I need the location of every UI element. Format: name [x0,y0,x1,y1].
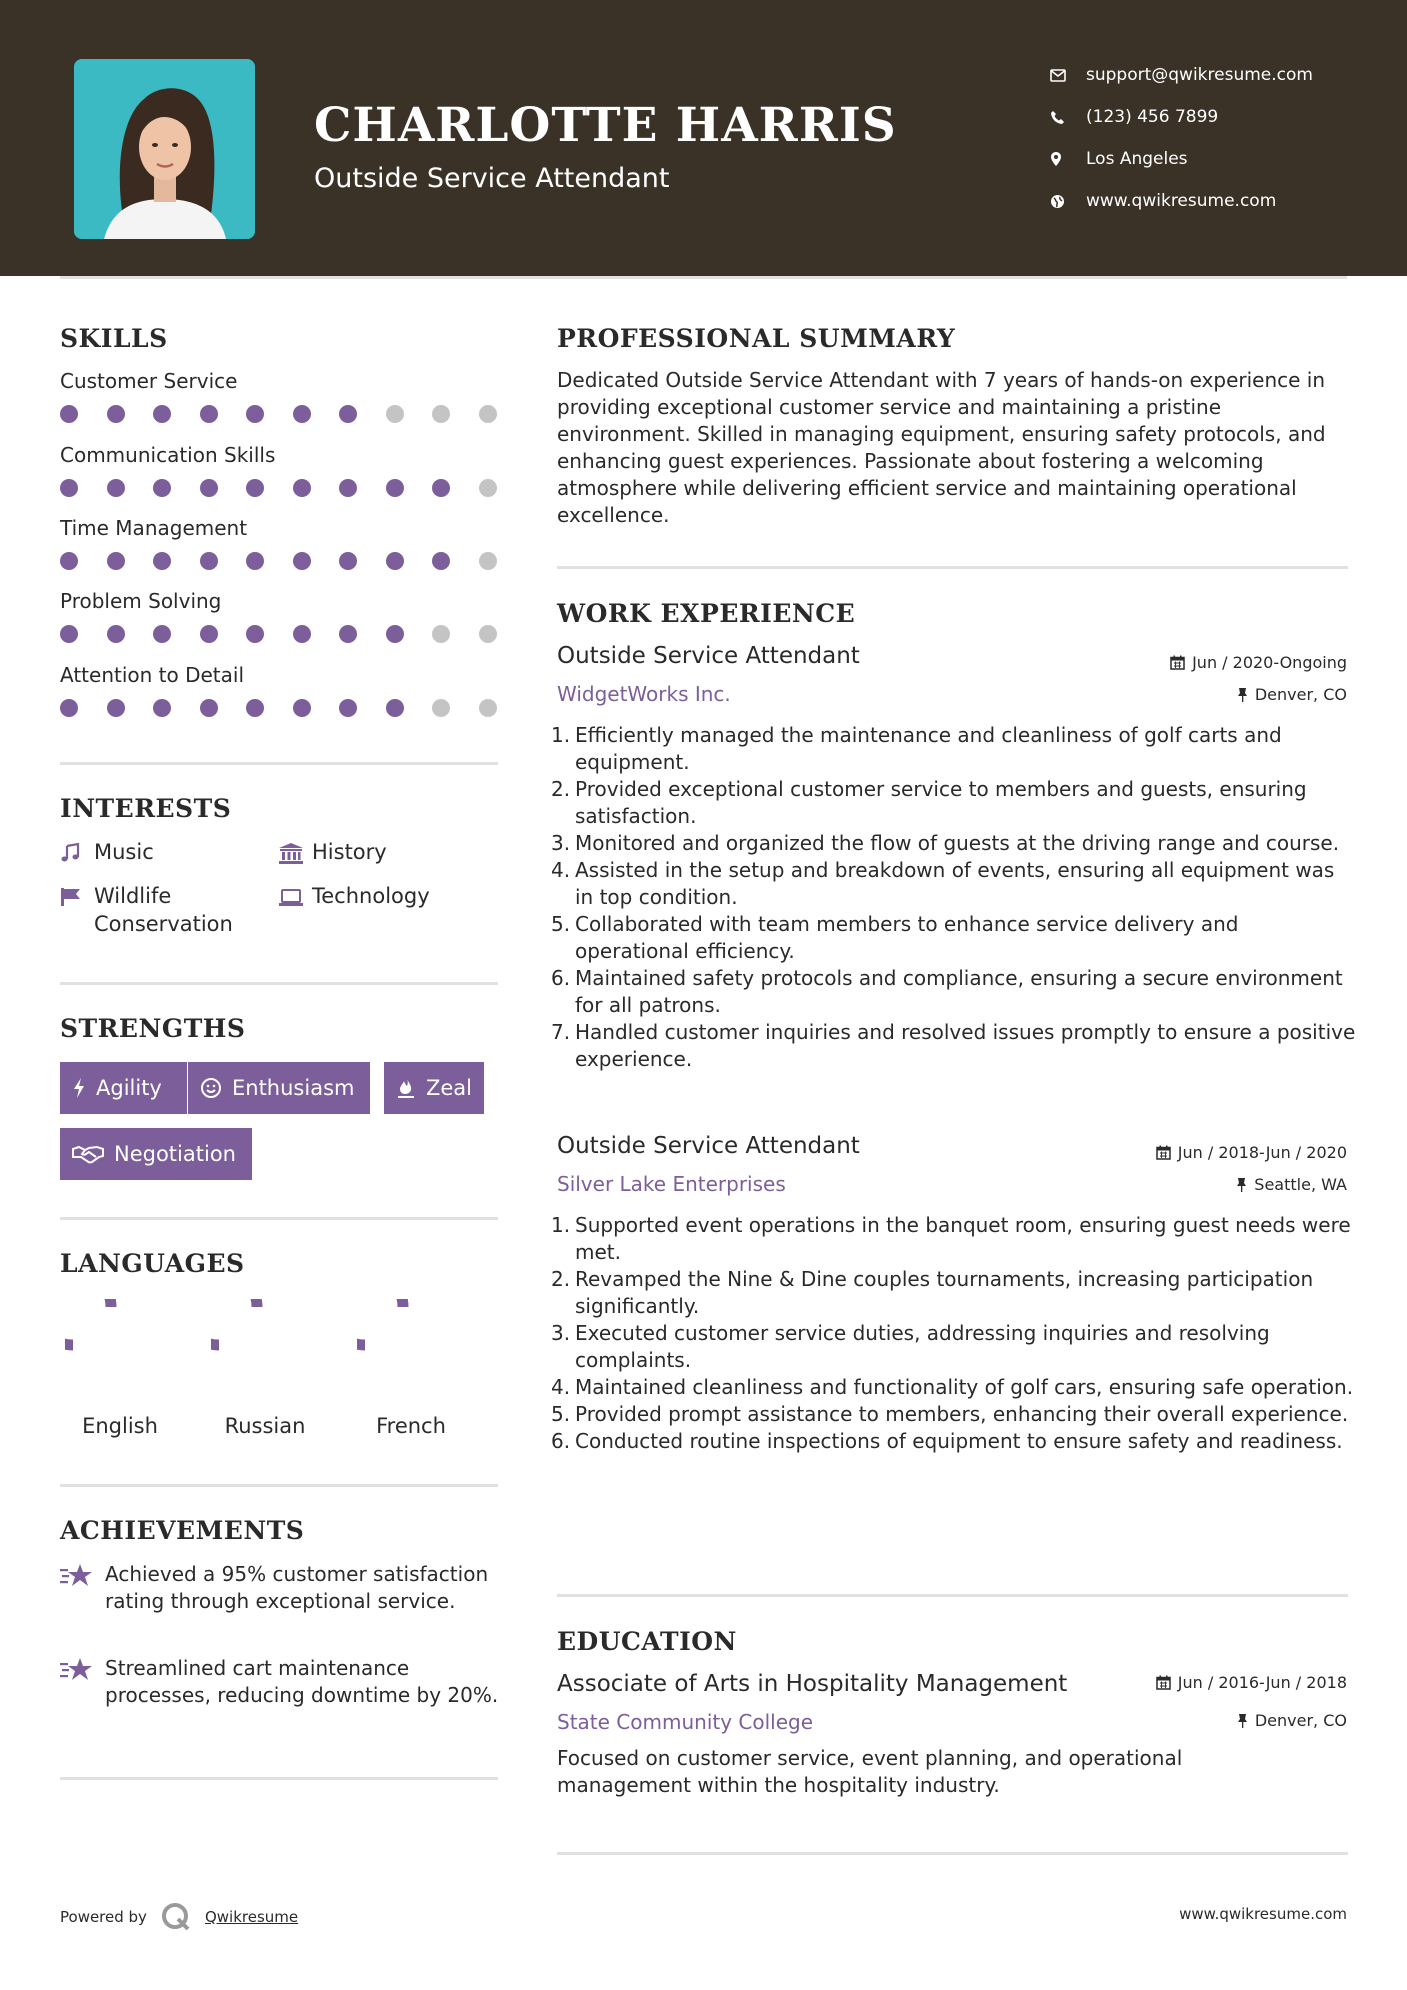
music-icon [60,842,80,870]
interests-heading: INTERESTS [60,794,232,823]
contact-email[interactable] [1050,54,1390,96]
calendar-icon [1170,655,1185,670]
education-dates-text: Jun / 2016-Jun / 2018 [1177,1673,1347,1692]
job-bullet: 5. Collaborated with team members to enhance service delivery and operational efficiency. [551,912,1239,963]
company-name: WidgetWorks Inc. [557,682,731,706]
skills-divider [60,762,498,765]
contact-website-text: www.qwikresume.com [1086,191,1277,211]
contact-email-text: support@qwikresume.com [1086,65,1313,85]
achievement-item [60,1561,500,1646]
skill-dot-filled [432,552,450,570]
interest-item-history [278,838,478,868]
contact-website[interactable] [1050,180,1390,222]
language-gauge-english [65,1299,157,1391]
strength-chip [60,1128,252,1180]
school-name: State Community College [557,1710,814,1734]
skill-dot-filled [60,479,78,497]
strength-label: Enthusiasm [232,1076,355,1100]
job-dates [1156,1143,1347,1162]
calendar-icon [1156,1675,1171,1690]
powered-by-label: Powered by [60,1908,147,1926]
degree-title: Associate of Arts in Hospitality Management [557,1671,1068,1697]
skill-dot-filled [293,479,311,497]
strength-chip [60,1062,187,1114]
qwikresume-link[interactable]: Qwikresume [204,1908,299,1926]
job-location [1237,685,1347,704]
summary-divider [557,566,1348,569]
company-name: Silver Lake Enterprises [557,1172,786,1196]
skill-rating [60,699,500,719]
phone-icon [1050,110,1086,125]
bolt-icon [72,1077,86,1099]
skill-dot-filled [60,552,78,570]
education-location [1237,1711,1347,1730]
job-location-text: Seattle, WA [1254,1175,1347,1194]
skill-dot-empty [479,479,497,497]
job-bullet: 1. Supported event operations in the banquet room, ensuring guest needs were met. [551,1213,1351,1264]
contact-list [1050,54,1390,222]
achievements-heading: ACHIEVEMENTS [60,1516,305,1545]
skill-dot-filled [293,552,311,570]
laptop-icon [278,886,304,914]
skill-dot-filled [293,405,311,423]
job-bullets [551,1212,1357,1455]
star-icon [60,1657,94,1687]
skill-dot-filled [153,405,171,423]
education-divider [557,1852,1348,1855]
skill-dot-filled [200,479,218,497]
skill-dot-filled [293,625,311,643]
strength-label: Negotiation [114,1142,236,1166]
pushpin-icon [1237,1713,1248,1728]
skill-dot-filled [60,699,78,717]
skill-dot-filled [107,699,125,717]
education-description: Focused on customer service, event planning, and operational management within the hospitality industry. [557,1746,1183,1797]
portrait-image [74,59,255,239]
strength-chip [384,1062,484,1114]
summary-heading: PROFESSIONAL SUMMARY [557,324,956,353]
skill-dot-filled [153,699,171,717]
skill-dot-filled [153,625,171,643]
skill-name: Communication Skills [60,443,276,467]
contact-phone[interactable] [1050,96,1390,138]
candidate-title: Outside Service Attendant [314,163,670,194]
strength-label: Zeal [426,1076,473,1100]
contact-phone-text: (123) 456 7899 [1086,107,1219,127]
envelope-icon [1050,69,1086,82]
skill-dot-empty [479,405,497,423]
skill-dot-filled [432,479,450,497]
skill-dot-filled [246,552,264,570]
star-icon [60,1563,94,1593]
contact-location-text: Los Angeles [1086,149,1188,169]
job-bullet: 4. Assisted in the setup and breakdown of events, ensuring all equipment was in top condition. [551,858,1335,909]
job-bullet: 3. Executed customer service duties, addressing inquiries and resolving complaints. [551,1321,1270,1372]
skill-name: Time Management [60,516,248,540]
language-proficiency-arc [211,1299,257,1345]
interest-item-music [60,838,260,868]
skill-dot-filled [386,699,404,717]
job-bullet: 2. Provided exceptional customer service to members and guests, ensuring satisfaction. [551,777,1307,828]
skills-heading: SKILLS [60,324,168,353]
job-bullet: 6. Conducted routine inspections of equipment to ensure safety and readiness. [551,1429,1343,1453]
fire-icon [396,1077,416,1099]
skill-dot-filled [246,625,264,643]
skill-dot-empty [479,625,497,643]
skill-rating [60,479,500,499]
calendar-icon [1156,1145,1171,1160]
skill-dot-empty [432,405,450,423]
achievements-divider [60,1777,498,1780]
globe-icon [1050,194,1086,209]
language-label: French [376,1414,446,1438]
footer-powered-by [60,1902,298,1932]
qwikresume-logo-icon [161,1902,191,1932]
handshake-icon [72,1144,104,1164]
skill-dot-filled [107,479,125,497]
interest-item-technology [278,882,478,912]
strength-label: Agility [96,1076,162,1100]
skill-dot-empty [386,405,404,423]
skill-dot-filled [246,699,264,717]
job-dates-text: Jun / 2020-Ongoing [1192,653,1347,672]
skill-dot-filled [386,552,404,570]
skill-dot-filled [107,552,125,570]
job-title: Outside Service Attendant [557,643,860,669]
profile-photo [74,59,255,239]
job-bullet: 1. Efficiently managed the maintenance and cleanliness of golf carts and equipment. [551,723,1282,774]
interest-label: Music [94,840,154,864]
interest-label: Technology [312,884,430,908]
interest-label: Wildlife Conservation [94,884,233,936]
summary-text: Dedicated Outside Service Attendant with 7 years of hands-on experience in providing exceptional customer service and maintaining a pristine environment. Skilled in managing equipment, ensuring safety protocols, and enhancing guest experiences. Passionate about fostering a welcoming atmosphere while delivering efficient service and maintaining operational excellence. [557,368,1326,527]
job-title: Outside Service Attendant [557,1133,860,1159]
pushpin-icon [1237,687,1248,702]
header-divider [60,276,1347,279]
skill-dot-filled [60,625,78,643]
skill-dot-filled [339,479,357,497]
skill-dot-filled [107,625,125,643]
job-location-text: Denver, CO [1254,685,1347,704]
language-gauge-russian [211,1299,303,1391]
skill-rating [60,405,500,425]
skill-dot-filled [386,479,404,497]
achievement-text: Streamlined cart maintenance processes, reducing downtime by 20%. [105,1656,499,1707]
job-bullet: 6. Maintained safety protocols and compliance, ensuring a secure environment for all patrons. [551,966,1343,1017]
skill-dot-filled [107,405,125,423]
job-dates-text: Jun / 2018-Jun / 2020 [1177,1143,1347,1162]
skill-dot-filled [200,699,218,717]
job-bullet: 5. Provided prompt assistance to members, enhancing their overall experience. [551,1402,1349,1426]
job-bullets [551,722,1357,1073]
languages-divider [60,1484,498,1487]
skill-dot-filled [339,552,357,570]
skill-dot-filled [293,699,311,717]
skill-dot-filled [200,405,218,423]
interest-label: History [312,840,387,864]
language-label: Russian [224,1414,306,1438]
contact-location [1050,138,1390,180]
job-bullet: 2. Revamped the Nine & Dine couples tournaments, increasing participation significantly. [551,1267,1314,1318]
header [0,0,1407,276]
skill-name: Customer Service [60,369,238,393]
job-bullet: 7. Handled customer inquiries and resolved issues promptly to ensure a positive experience. [551,1020,1356,1071]
experience-divider [557,1594,1348,1597]
skill-dot-empty [432,625,450,643]
interests-divider [60,982,498,985]
achievement-text: Achieved a 95% customer satisfaction rating through exceptional service. [105,1562,489,1613]
candidate-name: CHARLOTTE HARRIS [314,98,897,153]
pushpin-icon [1236,1177,1247,1192]
skill-dot-filled [386,625,404,643]
strength-chip [188,1062,370,1114]
experience-heading: WORK EXPERIENCE [557,599,856,628]
skill-rating [60,552,500,572]
job-bullet: 4. Maintained cleanliness and functionality of golf cars, ensuring safe operation. [551,1375,1354,1399]
skill-dot-empty [432,699,450,717]
strengths-divider [60,1217,498,1220]
job-location [1236,1175,1347,1194]
language-gauge-french [357,1299,449,1391]
map-pin-icon [1050,151,1086,167]
skill-dot-filled [339,699,357,717]
education-location-text: Denver, CO [1254,1711,1347,1730]
job-bullet: 3. Monitored and organized the flow of guests at the driving range and course. [551,831,1340,855]
skill-dot-filled [339,625,357,643]
strengths-heading: STRENGTHS [60,1014,246,1043]
education-dates [1156,1673,1347,1692]
languages-heading: LANGUAGES [60,1249,245,1278]
footer-url[interactable]: www.qwikresume.com [1179,1905,1347,1923]
museum-icon [278,842,304,871]
skill-dot-filled [60,405,78,423]
skill-dot-filled [246,479,264,497]
education-heading: EDUCATION [557,1627,737,1656]
skill-name: Attention to Detail [60,663,245,687]
skill-dot-empty [479,552,497,570]
language-proficiency-arc [65,1299,111,1345]
skill-dot-filled [339,405,357,423]
skill-dot-filled [153,479,171,497]
skill-dot-filled [200,552,218,570]
skill-dot-empty [479,699,497,717]
language-label: English [82,1414,158,1438]
skill-dot-filled [153,552,171,570]
job-dates [1170,653,1347,672]
smile-icon [200,1077,222,1099]
interest-item-wildlife-conservation [60,882,270,942]
achievement-item [60,1655,500,1740]
skill-dot-filled [200,625,218,643]
skill-rating [60,625,500,645]
skill-name: Problem Solving [60,589,222,613]
language-proficiency-arc [357,1299,403,1345]
skill-dot-filled [246,405,264,423]
flag-icon [60,886,82,914]
